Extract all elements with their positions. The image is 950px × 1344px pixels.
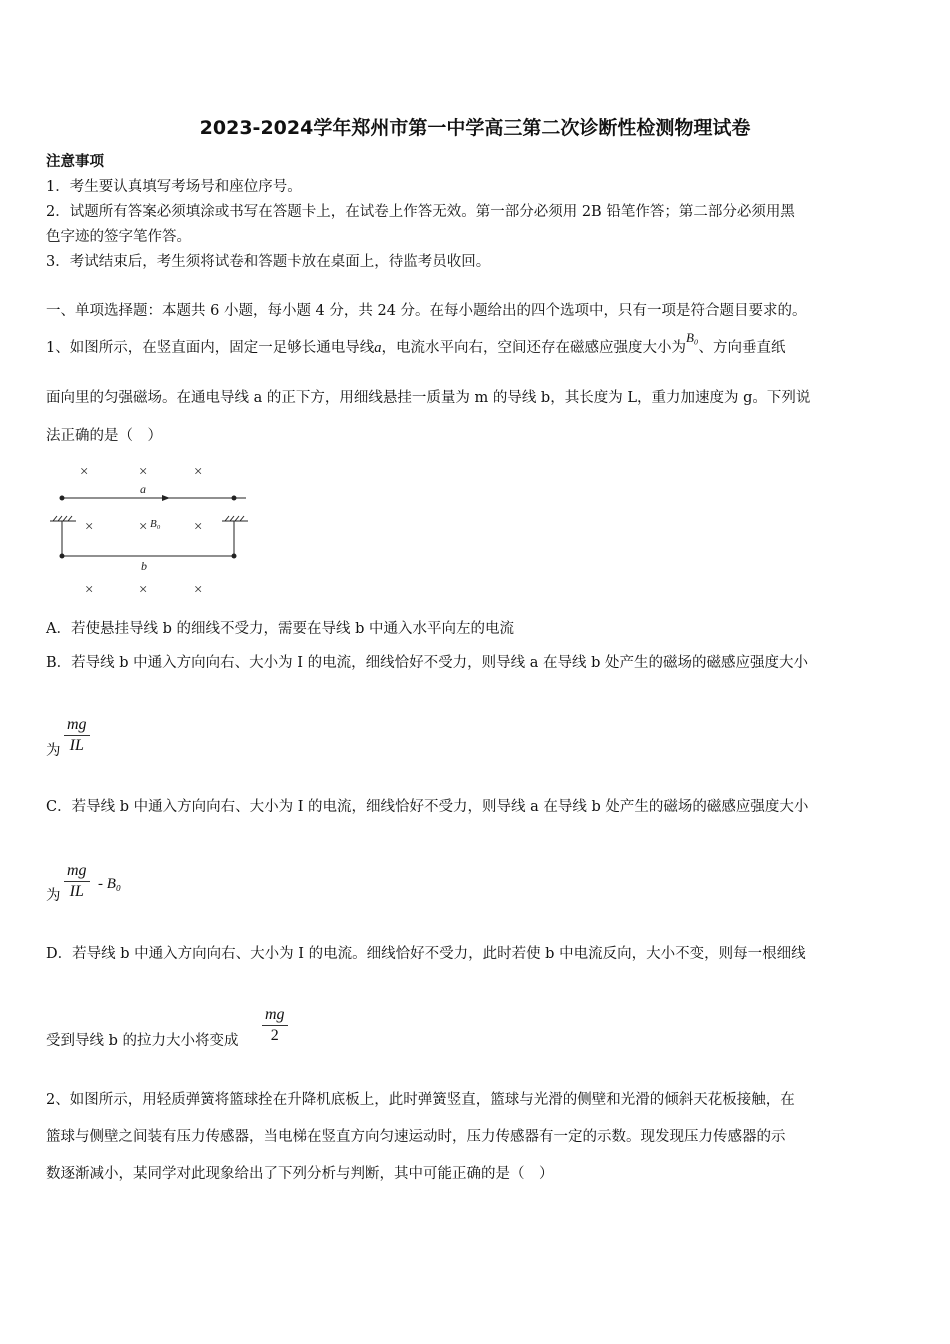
field-cross: × xyxy=(192,464,204,480)
field-cross: × xyxy=(78,464,90,480)
field-cross: × xyxy=(192,519,204,535)
fraction-mg-over-IL: mg IL xyxy=(64,862,90,901)
field-cross: × xyxy=(192,582,204,598)
notice-item: 1．考生要认真填写考场号和座位序号。 xyxy=(46,179,302,195)
field-cross: × xyxy=(137,582,149,598)
notice-item: 2．试题所有答案必须填涂或书写在答题卡上，在试卷上作答无效。第一部分必须用 2B 铅笔作答；第二部分必须用黑 xyxy=(46,204,795,220)
field-cross: × xyxy=(137,519,149,535)
q1-option-d-prefix: 受到导线 b 的拉力大小将变成 xyxy=(46,1033,239,1049)
q1-option-c-prefix: 为 xyxy=(46,888,61,904)
q1-stem-line2: 面向里的匀强磁场。在通电导线 a 的正下方，用细线悬挂一质量为 m 的导线 b，其长度为 L，重力加速度为 g。下列说 xyxy=(46,390,811,406)
q1-stem-line1: 1、如图所示，在竖直面内，固定一足够长通电导线a，电流水平向右，空间还存在磁感应强度大小为B₀、方向垂直纸 xyxy=(46,330,786,356)
notice-item: 色字迹的签字笔作答。 xyxy=(46,229,191,245)
label-b: b xyxy=(141,559,147,573)
fraction-mg-over-2: mg 2 xyxy=(262,1006,288,1045)
label-B0: B₀ xyxy=(150,518,161,530)
q1-figure xyxy=(44,458,254,603)
notice-item: 3．考试结束后，考生须将试卷和答题卡放在桌面上，待监考员收回。 xyxy=(46,254,491,270)
q1-option-d: D．若导线 b 中通入方向向右、大小为 I 的电流。细线恰好不受力，此时若使 b 中电流反向，大小不变，则每一根细线 xyxy=(46,946,806,962)
section-heading: 一、单项选择题：本题共 6 小题，每小题 4 分，共 24 分。在每小题给出的四个选项中，只有一项是符合题目要求的。 xyxy=(46,303,807,319)
field-cross: × xyxy=(83,519,95,535)
q2-stem-line: 2、如图所示，用轻质弹簧将篮球拴在升降机底板上，此时弹簧竖直，篮球与光滑的侧壁和光滑的倾斜天花板接触，在 xyxy=(46,1092,795,1108)
minus-B0: - B₀ xyxy=(98,876,122,892)
current-arrow xyxy=(162,495,170,501)
label-a: a xyxy=(140,482,146,496)
field-cross: × xyxy=(83,582,95,598)
q1-stem-line3: 法正确的是（ ） xyxy=(46,428,162,444)
field-cross: × xyxy=(137,464,149,480)
q2-stem-line: 篮球与侧壁之间装有压力传感器，当电梯在竖直方向匀速运动时，压力传感器有一定的示数。现发现压力传感器的示 xyxy=(46,1129,786,1145)
q1-option-c: C．若导线 b 中通入方向向右、大小为 I 的电流，细线恰好不受力，则导线 a 在导线 b 处产生的磁场的磁感应强度大小 xyxy=(46,799,809,815)
q1-option-a: A．若使悬挂导线 b 的细线不受力，需要在导线 b 中通入水平向左的电流 xyxy=(46,621,514,637)
q2-stem-line: 数逐渐减小，某同学对此现象给出了下列分析与判断，其中可能正确的是（ ） xyxy=(46,1166,554,1182)
q1-option-b: B．若导线 b 中通入方向向右、大小为 I 的电流，细线恰好不受力，则导线 a 在导线 b 处产生的磁场的磁感应强度大小 xyxy=(46,655,808,671)
notice-heading: 注意事项 xyxy=(46,153,104,170)
page-title: 2023-2024学年郑州市第一中学高三第二次诊断性检测物理试卷 xyxy=(199,117,751,139)
q1-option-b-prefix: 为 xyxy=(46,743,61,759)
fraction-mg-over-IL: mg IL xyxy=(64,716,90,755)
